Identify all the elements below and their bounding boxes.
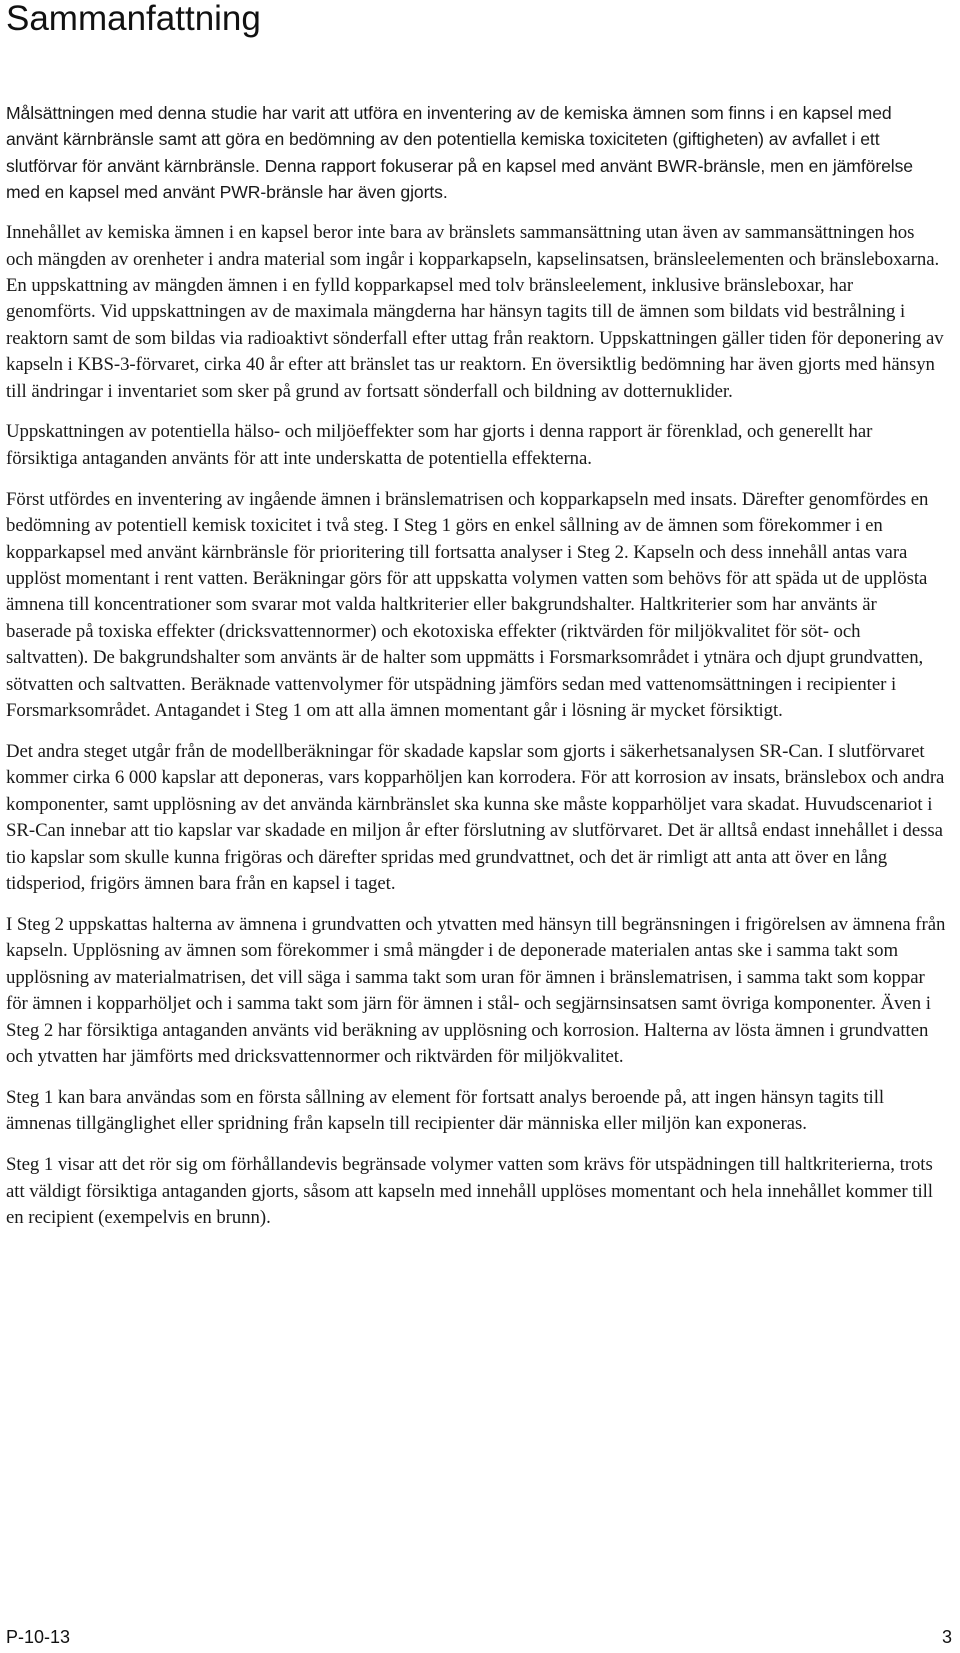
paragraph-step-1-method: Först utfördes en inventering av ingående ämnen i bränslematrisen och kopparkapseln med insats. Därefter genomfördes en bedömning av potentiell kemisk toxicitet i två steg. I Steg 1 görs en enkel sållning av de ämnen som förekommer i en kopparkapsel med använt kärnbränsle för prioritering till fortsatta analyser i Steg 2. Kapseln och dess innehåll antas vara upplöst momentant i rent vatten. Beräkningar görs för att uppskatta volymen vatten som behövs för att späda ut de upplösta ämnena till koncentrationer som svarar mot valda haltkriterier eller bakgrundshalter. Haltkriterier som har använts är baserade på toxiska effekter (dricksvattennormer) och ekotoxiska effekter (riktvärden för miljökvalitet för söt- och saltvatten). De bakgrundshalter som använts är de halter som uppmätts i Forsmarksområdet i ytnära och djupt grundvatten, sötvatten och saltvatten. Beräknade vattenvolymer för utspädning jämförs sedan med vattenomsättningen i recipienter i Forsmarksområdet. Antagandet i Steg 1 om att alla ämnen momentant går i lösning är mycket försiktigt. [6, 488, 929, 722]
paragraph-aim: Målsättningen med denna studie har varit att utföra en inventering av de kemiska ämnen som finns i en kapsel med använt kärnbränsle samt att göra en bedömning av den potentiella kemiska toxiciteten (giftigheten) av avfallet i ett slutförvar för använt kärnbränsle. Denna rapport fokuserar på en kapsel med använt BWR-bränsle, men en jämförelse med en kapsel med använt PWR-bränsle har även gjorts. [6, 103, 913, 203]
report-id: P-10-13 [6, 1627, 71, 1647]
paragraph-step-1-results: Steg 1 visar att det rör sig om förhållandevis begränsade volymer vatten som krävs för utspädningen till haltkriterierna, trots att väldigt försiktiga antaganden gjorts, såsom att kapseln med innehåll upplöses momentant och hela innehållet kommer till en recipient (exempelvis en brunn). [6, 1154, 933, 1228]
paragraph-inventory: Innehållet av kemiska ämnen i en kapsel beror inte bara av bränslets sammansättning utan även av sammansättningen hos och mängden av orenheter i andra material som ingår i kopparkapseln, kapselinsatsen, bränsleelementen och bränsleboxarna. En uppskattning av mängden ämnen i en fylld kopparkapsel med tolv bränsleelement, inklusive bränsleboxar, har genomförts. Vid uppskattningen av de maximala mängderna har hänsyn tagits till de ämnen som bildats vid bestrålning i reaktorn samt de som bildas via radioaktivt sönderfall efter uttag från reaktorn. Uppskattningen gäller tiden för deponering av kapseln i KBS-3-förvaret, cirka 40 år efter att bränslet tas ur reaktorn. En översiktlig bedömning har även gjorts med hänsyn till ändringar i inventariet som sker på grund av fortsatt sönderfall och bildning av dotternuklider. [6, 222, 944, 402]
summary-body [6, 100, 946, 1246]
paragraph-step-2-method: I Steg 2 uppskattas halterna av ämnena i grundvatten och ytvatten med hänsyn till begränsningen i frigörelsen av ämnena från kapseln. Upplösning av ämnen som förekommer i små mängder i de deponerade materialen antas ske i samma takt som upplösning av materialmatrisen, det vill säga i samma takt som uran för ämnen i bränslematrisen, i samma takt som koppar för ämnen i kopparhöljet och i samma takt som järn för ämnen i stål- och segjärnsinsatsen samt övriga komponenter. Även i Steg 2 har försiktiga antaganden använts vid beräkning av upplösning och korrosion. Halterna av lösta ämnen i grundvatten och ytvatten har jämförts med dricksvattennormer och riktvärden för miljökvalitet. [6, 913, 946, 1067]
page-number: 3 [941, 1627, 952, 1647]
paragraph-step-1-limitations: Steg 1 kan bara användas som en första sållning av element för fortsatt analys beroende på, att ingen hänsyn tagits till ämnenas tillgänglighet eller spridning från kapseln till recipienter där människa eller miljön kan exponeras. [6, 1086, 885, 1135]
paragraph-step-2-basis: Det andra steget utgår från de modellberäkningar för skadade kapslar som gjorts i säkerhetsanalysen SR-Can. I slutförvaret kommer cirka 6 000 kapslar att deponeras, vars kopparhöljen kan korrodera. För att korrosion av insats, bränslebox och andra komponenter, samt upplösning av det använda kärnbränslet ska kunna ske måste kopparhöljet vara skadat. Huvudscenariot i SR-Can innebar att tio kapslar var skadade en miljon år efter förslutning av slutförvaret. Det är alltså endast innehållet i dessa tio kapslar som skulle kunna frigöras och därefter spridas med grundvattnet, och det är rimligt att anta att över en lång tidsperiod, frigörs ämnen bara från en kapsel i taget. [6, 740, 945, 894]
page-title: Sammanfattning [6, 0, 261, 38]
paragraph-assumptions: Uppskattningen av potentiella hälso- och miljöeffekter som har gjorts i denna rapport är förenklad, och generellt har försiktiga antaganden använts för att inte underskatta de potentiella effekterna. [6, 421, 873, 469]
